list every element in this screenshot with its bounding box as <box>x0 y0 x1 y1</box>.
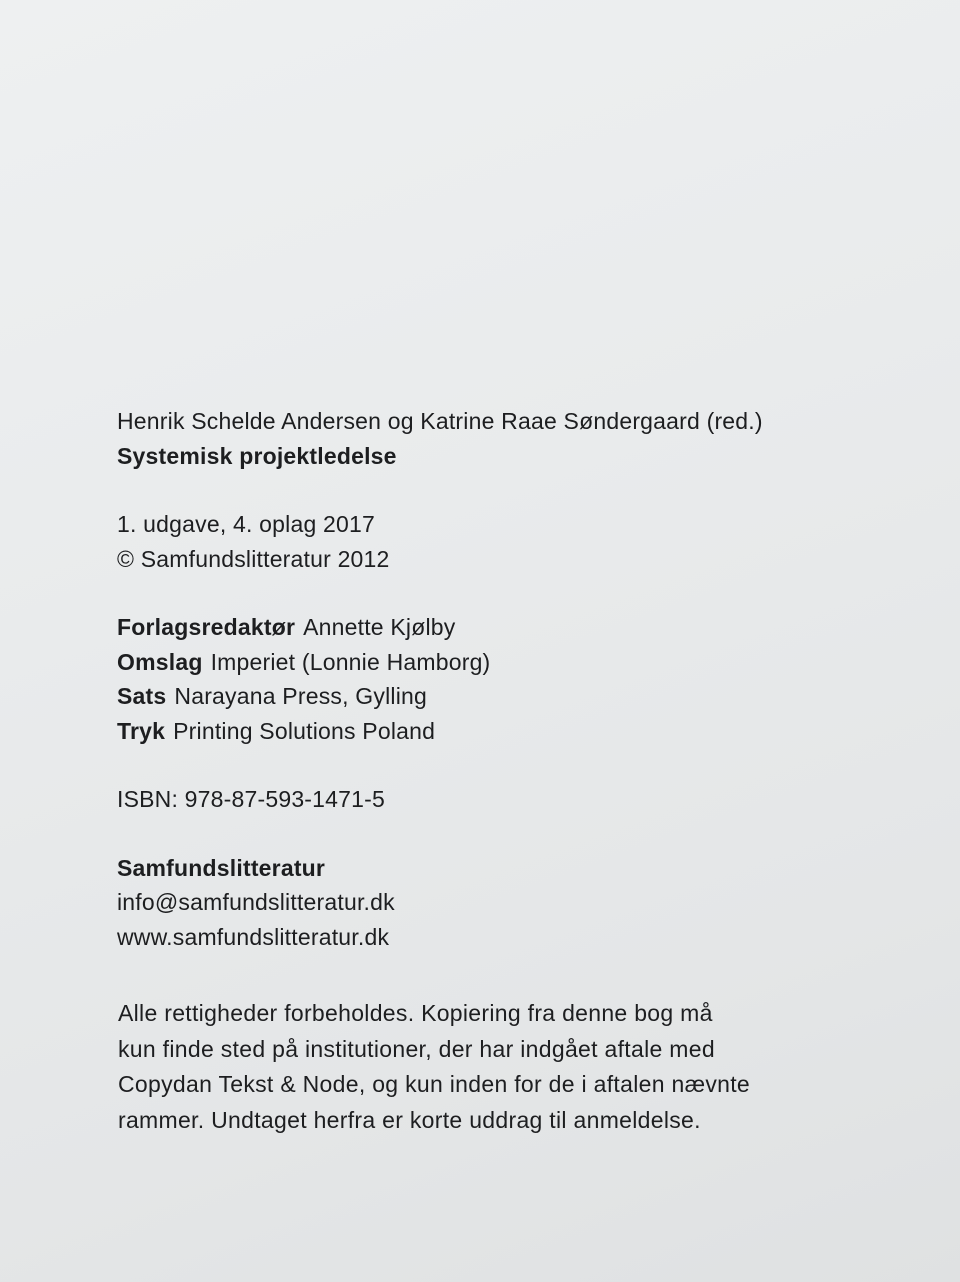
spacer <box>117 473 877 507</box>
publisher-website: www.samfundslitteratur.dk <box>117 923 390 950</box>
credit-value: Imperiet (Lonnie Hamborg) <box>210 648 491 675</box>
edition-info: 1. udgave, 4. oplag 2017 <box>117 511 376 537</box>
spacer <box>117 576 877 610</box>
rights-notice <box>118 996 858 1138</box>
publisher-email: info@samfundslitteratur.dk <box>117 889 395 915</box>
colophon-text <box>117 404 877 954</box>
rights-notice-line: rammer. Undtaget herfra er korte uddrag til anmeldelse. <box>118 1106 701 1133</box>
credit-typesetting <box>117 679 877 714</box>
book-authors: Henrik Schelde Andersen og Katrine Raae Søndergaard (red.) <box>117 408 763 434</box>
credit-label: Forlagsredaktør <box>117 614 296 640</box>
credit-cover <box>117 645 877 680</box>
rights-notice-line: kun finde sted på institutioner, der har indgået aftale med <box>118 1035 715 1062</box>
credit-label: Omslag <box>117 648 203 675</box>
credit-label: Sats <box>117 683 167 709</box>
spacer <box>117 817 877 851</box>
rights-notice-line: Copydan Tekst & Node, og kun inden for de i aftalen nævnte <box>118 1071 750 1097</box>
spacer <box>117 748 877 782</box>
credit-value: Annette Kjølby <box>303 614 456 640</box>
rights-notice-line: Alle rettigheder forbeholdes. Kopiering fra denne bog må <box>118 1000 713 1026</box>
credit-value: Printing Solutions Poland <box>173 717 436 744</box>
credit-value: Narayana Press, Gylling <box>174 683 427 709</box>
copyright-line: © Samfundslitteratur 2012 <box>117 545 390 572</box>
isbn: ISBN: 978-87-593-1471-5 <box>117 786 385 812</box>
publisher-name: Samfundslitteratur <box>117 854 326 881</box>
book-title: Systemisk projektledelse <box>117 442 397 469</box>
credit-label: Tryk <box>117 717 166 744</box>
credit-editor <box>117 610 877 645</box>
credit-print <box>117 714 877 749</box>
